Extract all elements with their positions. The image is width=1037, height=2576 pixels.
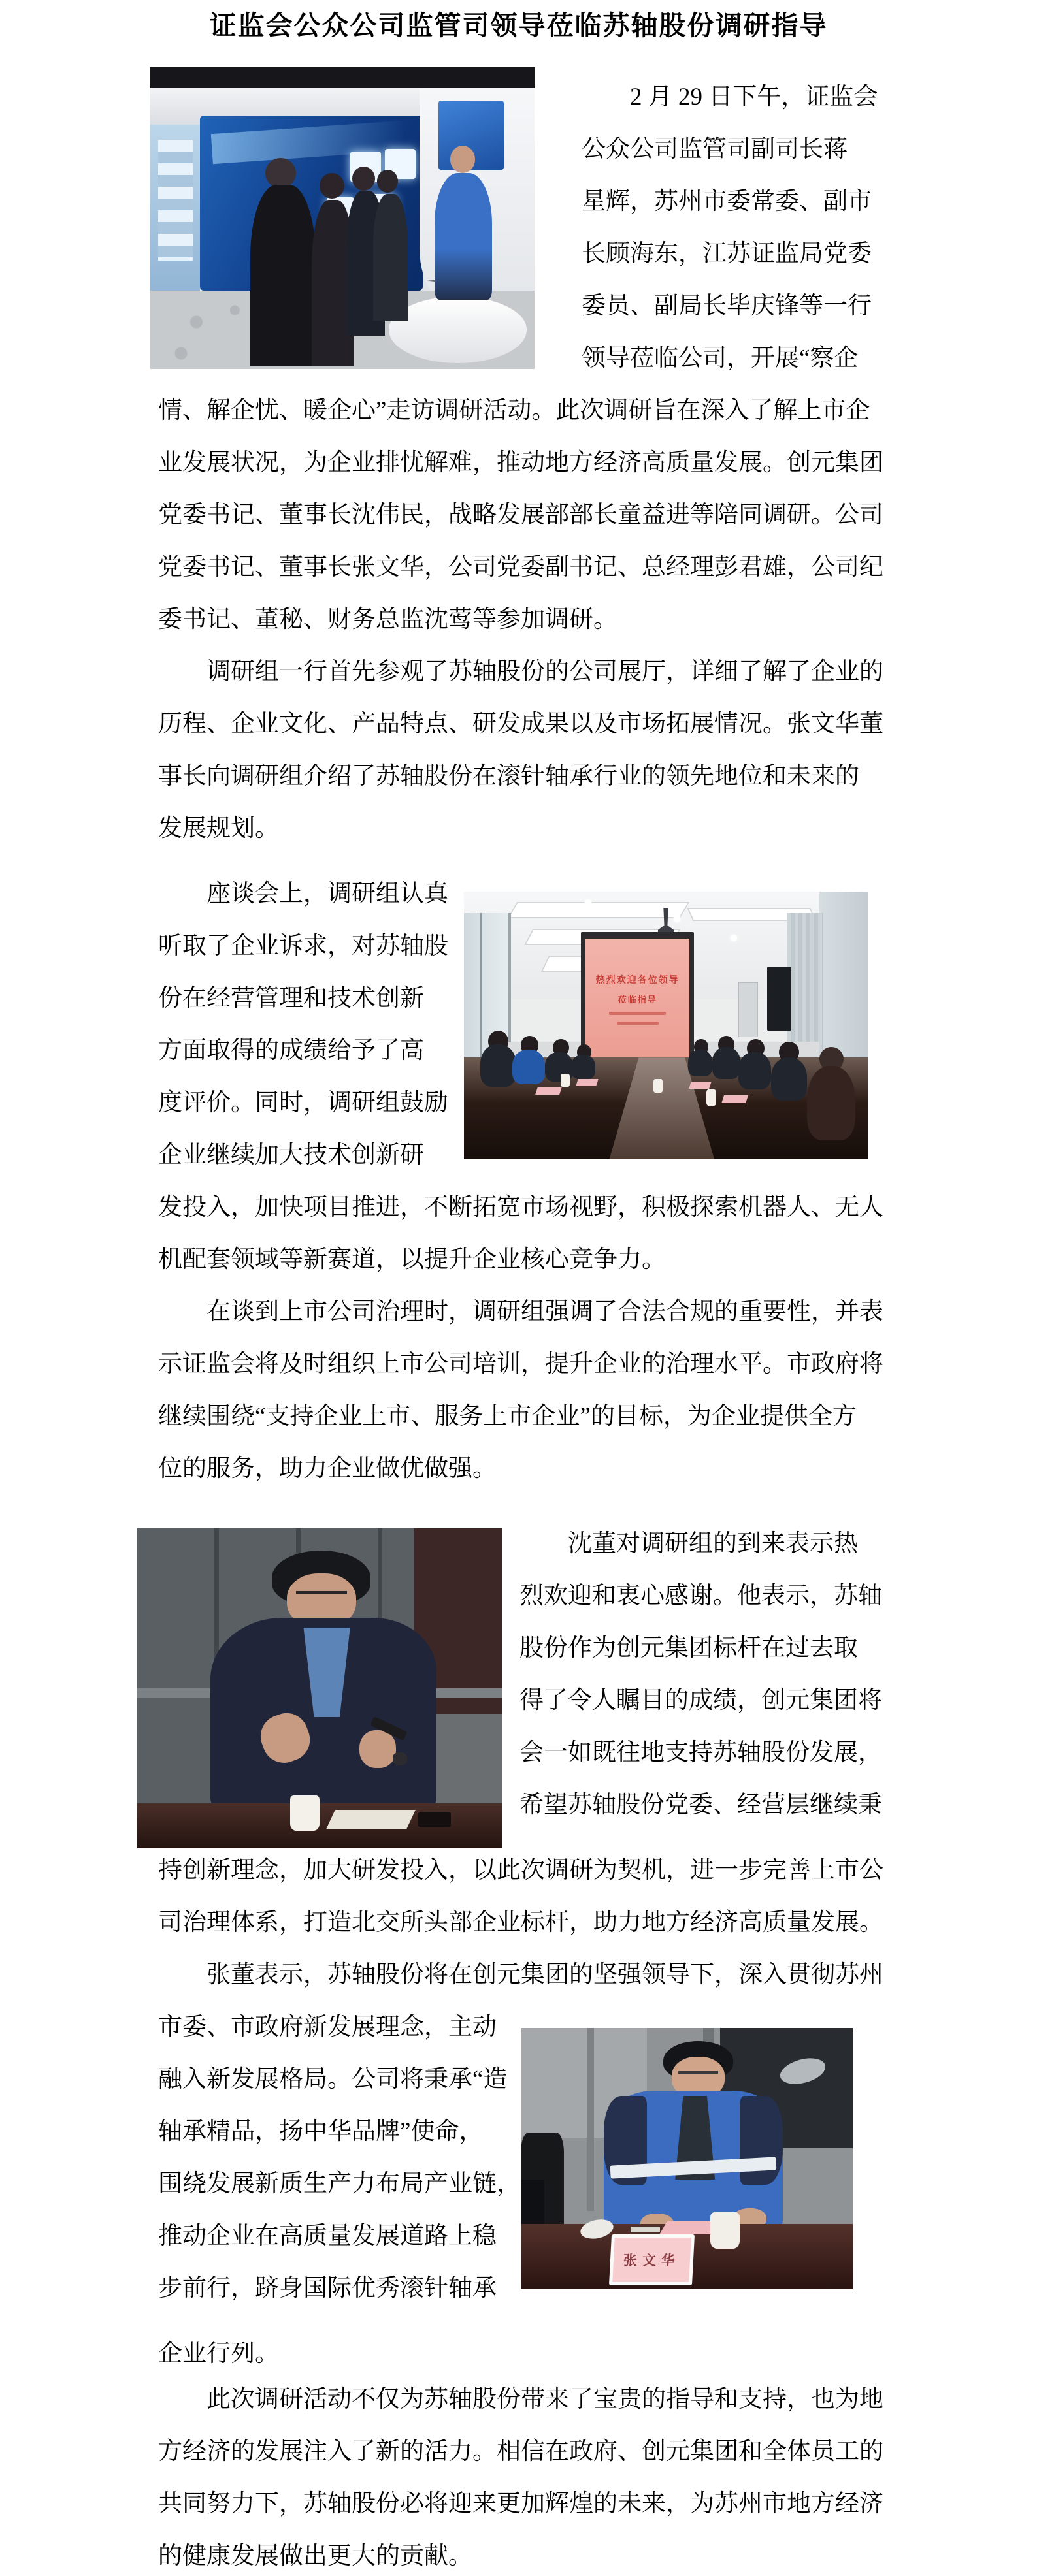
text-line: 度评价。同时，调研组鼓励 xyxy=(158,1089,448,1116)
photo1-visitor-head xyxy=(320,173,344,199)
photo2-pink-paper xyxy=(689,1082,711,1089)
paragraph-5-full xyxy=(158,1844,883,1949)
text-line: 此次调研活动不仅为苏轴股份带来了宝贵的指导和支持，也为地 xyxy=(158,2386,883,2413)
photo4-name-card xyxy=(609,2234,695,2285)
text-line: 沈董对调研组的到来表示热 xyxy=(519,1530,858,1557)
text-line: 星辉，苏州市委常委、副市 xyxy=(582,188,872,215)
photo2-cup xyxy=(706,1089,716,1106)
text-line: 围绕发展新质生产力布局产业链， xyxy=(158,2170,521,2197)
text-line: 方面取得的成绩给予了高 xyxy=(158,1037,424,1064)
text-line: 份在经营管理和技术创新 xyxy=(158,985,424,1012)
text-line: 示证监会将及时组织上市公司培训，提升企业的治理水平。市政府将 xyxy=(158,1351,883,1377)
photo2-attendee xyxy=(512,1050,544,1084)
paragraph-6-first-line xyxy=(158,1949,883,2001)
paragraph-1-wrapped xyxy=(582,71,878,385)
photo4-glasses xyxy=(678,2071,718,2082)
paragraph-4 xyxy=(158,1286,883,1495)
photo2-pink-paper xyxy=(721,1095,748,1103)
text-line: 继续围绕“支持企业上市、服务上市企业”的目标，为企业提供全方 xyxy=(158,1403,857,1430)
paragraph-6-wrapped xyxy=(158,2001,521,2315)
text-line: 希望苏轴股份党委、经营层继续秉 xyxy=(519,1792,882,1818)
photo4-name-card-text: 张文华 xyxy=(623,2253,681,2268)
photo2-pink-paper xyxy=(535,1087,562,1095)
photo1-showcase-shelves xyxy=(158,140,193,261)
text-line: 股份作为创元集团标杆在过去取 xyxy=(519,1635,858,1662)
photo1-visitor-head xyxy=(265,158,296,188)
text-line: 公众公司监管司副司长蒋 xyxy=(582,136,848,163)
photo3-watch xyxy=(393,1752,407,1765)
text-line: 烈欢迎和衷心感谢。他表示，苏轴 xyxy=(519,1583,882,1609)
text-line: 步前行，跻身国际优秀滚针轴承 xyxy=(158,2275,497,2302)
photo2-light-strip xyxy=(508,902,689,918)
photo2-spotlight xyxy=(731,935,737,941)
photo1-ceiling-band xyxy=(150,67,535,88)
text-line: 座谈会上，调研组认真 xyxy=(158,880,448,907)
photo1-guide-body xyxy=(435,173,492,300)
paragraph-7 xyxy=(158,2374,883,2576)
text-line: 推动企业在高质量发展道路上稳 xyxy=(158,2223,497,2249)
text-line: 持创新理念，加大研发投入，以此次调研为契机，进一步完善上市公 xyxy=(158,1857,883,1884)
photo4-pen xyxy=(631,2227,661,2232)
text-line: 司治理体系，打造北交所头部企业标杆，助力地方经济高质量发展。 xyxy=(158,1909,883,1936)
text-line: 轴承精品，扬中华品牌”使命， xyxy=(158,2118,484,2145)
photo-chairman-shen xyxy=(137,1528,502,1848)
text-line: 融入新发展格局。公司将秉承“造 xyxy=(158,2066,508,2093)
text-line: 机配套领域等新赛道，以提升企业核心竞争力。 xyxy=(158,1246,666,1273)
photo3-papers xyxy=(326,1810,415,1829)
text-line: 长顾海东，江苏证监局党委 xyxy=(582,240,872,267)
photo2-tv-screen xyxy=(767,967,791,1031)
paragraph-6-last-line xyxy=(158,2328,279,2380)
photo-exhibition-hall xyxy=(150,67,535,369)
paragraph-2 xyxy=(158,646,883,855)
text-line: 在谈到上市公司治理时，调研组强调了合法合规的重要性，并表 xyxy=(158,1298,883,1325)
paragraph-3-wrapped xyxy=(158,868,448,1182)
photo1-round-table xyxy=(389,297,527,363)
photo2-attendee xyxy=(571,1055,595,1079)
photo4-glass-frame xyxy=(587,2028,594,2211)
photo2-slide-smalltext xyxy=(617,1022,659,1025)
photo1-visitor-body xyxy=(250,185,316,366)
text-line: 听取了企业诉求，对苏轴股 xyxy=(158,933,448,959)
text-line: 会一如既往地支持苏轴股份发展， xyxy=(519,1739,882,1766)
text-line: 委员、副局长毕庆锋等一行 xyxy=(582,293,872,319)
photo3-phone xyxy=(418,1812,451,1828)
text-line: 历程、企业文化、产品特点、研发成果以及市场拓展情况。张文华董 xyxy=(158,711,883,737)
text-line: 张董表示，苏轴股份将在创元集团的坚强领导下，深入贯彻苏州 xyxy=(158,1961,883,1988)
text-line: 业发展状况，为企业排忧解难，推动地方经济高质量发展。创元集团 xyxy=(158,449,883,476)
photo1-guide-head xyxy=(450,146,475,173)
photo2-slide xyxy=(585,939,689,1059)
photo2-cup xyxy=(653,1079,663,1093)
paragraph-1-full xyxy=(158,385,883,646)
photo2-attendee xyxy=(771,1057,808,1101)
photo2-slide-text: 热烈欢迎各位领导 xyxy=(595,975,680,986)
photo2-cup xyxy=(561,1074,570,1087)
text-line: 领导莅临公司，开展“察企 xyxy=(582,345,859,372)
photo2-attendee xyxy=(738,1052,770,1089)
text-line: 企业继续加大技术创新研 xyxy=(158,1142,424,1168)
photo2-slide-text: 莅临指导 xyxy=(617,994,657,1005)
photo3-glasses xyxy=(296,1591,347,1603)
photo-meeting-room xyxy=(464,892,868,1159)
text-line: 方经济的发展注入了新的活力。相信在政府、创元集团和全体员工的 xyxy=(158,2438,883,2465)
photo1-visitor-body xyxy=(373,194,408,321)
photo2-attendee xyxy=(712,1047,740,1079)
photo2-attendee xyxy=(807,1066,855,1141)
paragraph-5-wrapped xyxy=(519,1518,882,1831)
photo2-slide-smalltext xyxy=(609,1012,667,1015)
text-line: 发投入，加快项目推进，不断拓宽市场视野，积极探索机器人、无人 xyxy=(158,1194,883,1221)
photo1-visitor-head xyxy=(377,170,398,193)
text-line: 共同努力下，苏轴股份必将迎来更加辉煌的未来，为苏州市地方经济 xyxy=(158,2490,883,2517)
paragraph-3-full xyxy=(158,1182,883,1286)
text-line: 党委书记、董事长沈伟民，战略发展部部长童益进等陪同调研。公司 xyxy=(158,502,883,528)
photo3-cup xyxy=(290,1795,320,1831)
text-line: 位的服务，助力企业做优做强。 xyxy=(158,1455,497,1482)
text-line: 党委书记、董事长张文华，公司党委副书记、总经理彭君雄，公司纪 xyxy=(158,554,883,581)
photo2-pink-paper xyxy=(576,1079,598,1086)
text-line: 情、解企忧、暖企心”走访调研活动。此次调研旨在深入了解上市企 xyxy=(158,397,870,424)
text-line: 事长向调研组介绍了苏轴股份在滚针轴承行业的领先地位和未来的 xyxy=(158,763,859,790)
text-line: 得了令人瞩目的成绩，创元集团将 xyxy=(519,1687,882,1714)
photo-chairman-zhang xyxy=(521,2028,853,2289)
photo2-attendee xyxy=(480,1044,517,1087)
photo2-ac-unit xyxy=(738,982,758,1037)
photo2-projection-screen xyxy=(581,932,694,1066)
text-line: 市委、市政府新发展理念，主动 xyxy=(158,2014,497,2040)
text-line: 委书记、董秘、财务总监沈莺等参加调研。 xyxy=(158,606,617,633)
page-title: 证监会公众公司监管司领导莅临苏轴股份调研指导 xyxy=(209,10,828,40)
photo3-left-hand xyxy=(359,1730,396,1769)
text-line: 企业行列。 xyxy=(158,2340,279,2367)
text-line: 发展规划。 xyxy=(158,815,279,842)
text-line: 2 月 29 日下午，证监会 xyxy=(582,84,878,110)
photo4-cup xyxy=(710,2212,740,2249)
text-line: 的健康发展做出更大的贡献。 xyxy=(158,2543,472,2569)
photo2-attendee xyxy=(688,1050,712,1076)
text-line: 调研组一行首先参观了苏轴股份的公司展厅，详细了解了企业的 xyxy=(158,658,883,685)
